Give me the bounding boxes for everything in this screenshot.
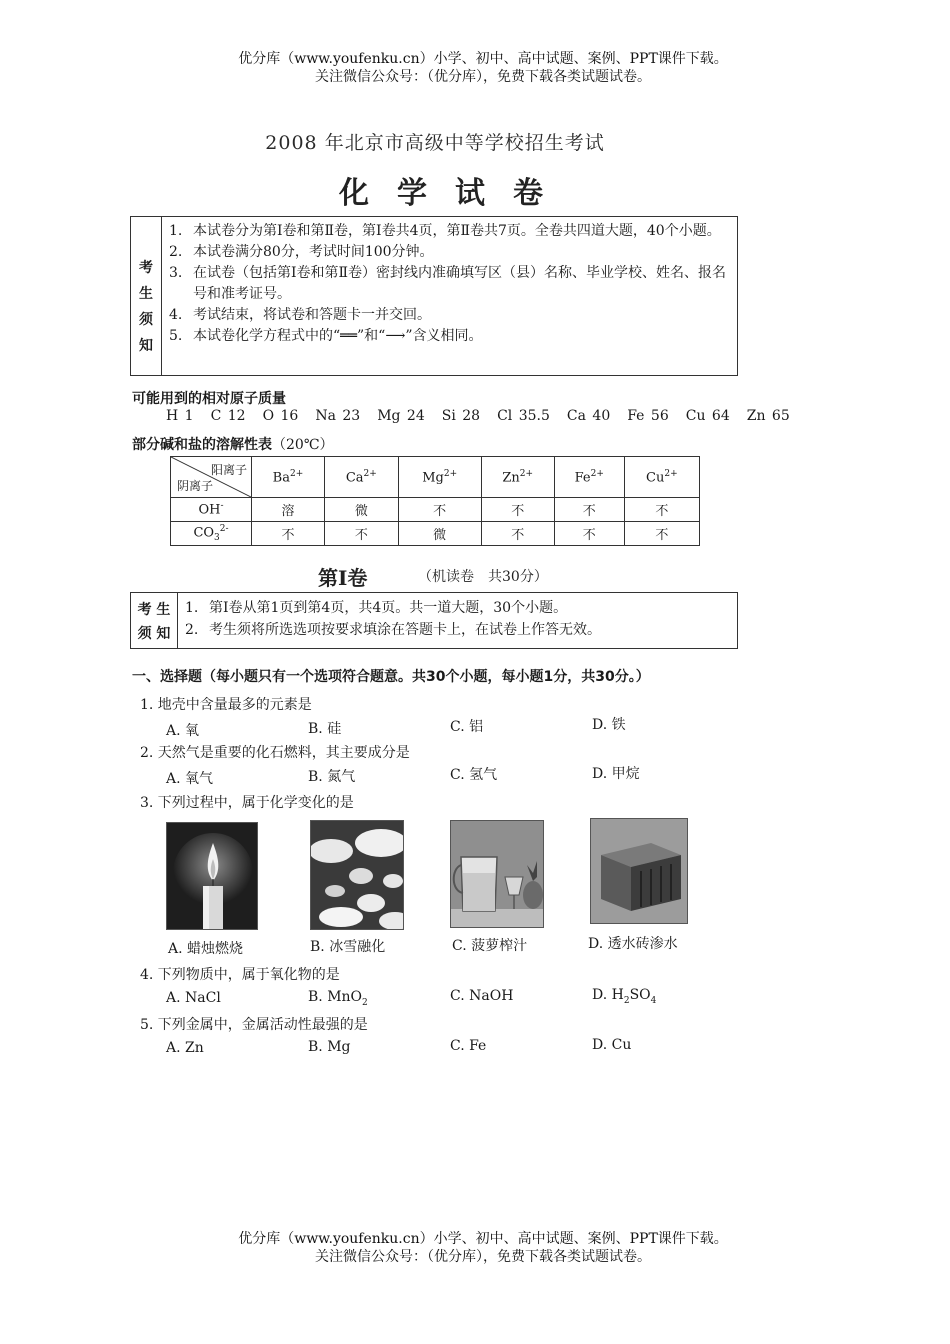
subject-title: 化学试卷 xyxy=(339,176,571,211)
permeable-brick-image xyxy=(590,818,688,924)
header-line-2: 关注微信公众号：（优分库），免费下载各类试题试卷。 xyxy=(315,69,651,85)
question-option: B. 冰雪融化 xyxy=(310,939,386,955)
table-cell: 不 xyxy=(398,498,481,522)
anion-header: $CO_3^{2-}$ xyxy=(171,522,252,546)
cation-header: $Ba^{2+}$ xyxy=(252,457,325,498)
page-header xyxy=(0,50,950,86)
solubility-label: 部分碱和盐的溶解性表 xyxy=(132,437,272,453)
question-option: C. NaOH xyxy=(450,988,514,1004)
cation-header: $Zn^{2+}$ xyxy=(481,457,554,498)
table-row xyxy=(171,498,700,522)
atomic-mass: Fe 56 xyxy=(627,408,669,424)
atomic-mass: Cu 64 xyxy=(685,408,730,424)
notice-side-char: 生 xyxy=(139,286,153,302)
atomic-mass: Mg 24 xyxy=(377,408,425,424)
cation-header: $Ca^{2+}$ xyxy=(324,457,398,498)
question-option: B. MnO$_2$ xyxy=(308,989,368,1008)
notice2-side-line: 考 生 xyxy=(137,602,171,618)
question-option: C. 氢气 xyxy=(450,767,498,783)
table-corner-cell xyxy=(171,457,252,498)
question-stem: 2. 天然气是重要的化石燃料，其主要成分是 xyxy=(140,745,410,761)
atomic-mass: Si 28 xyxy=(441,408,481,424)
part1-subtitle: （机读卷 共30分） xyxy=(418,569,548,585)
question-option: C. 菠萝榨汁 xyxy=(452,938,528,954)
notice-item: 4. 考试结束，将试卷和答题卡一并交回。 xyxy=(169,307,431,323)
atomic-mass: O 16 xyxy=(262,408,299,424)
question-option: B. Mg xyxy=(308,1039,351,1055)
notice2-side-line: 须 知 xyxy=(137,626,171,642)
brick-icon xyxy=(591,819,688,924)
question-option: D. 透水砖渗水 xyxy=(588,936,678,952)
table-cell: 不 xyxy=(481,522,554,546)
question-option: A. NaCl xyxy=(166,990,221,1006)
table-cell: 不 xyxy=(252,522,325,546)
question-option: B. 硅 xyxy=(308,721,342,737)
exam-title: 2008 年北京市高级中等学校招生考试 xyxy=(265,132,605,154)
corner-anion-label: 阴离子 xyxy=(177,479,214,493)
anion-header: OH- xyxy=(171,498,252,522)
question-stem: 5. 下列金属中，金属活动性最强的是 xyxy=(140,1017,368,1033)
atomic-mass-label: 可能用到的相对原子质量 xyxy=(132,391,286,407)
question-option: B. 氮气 xyxy=(308,769,356,785)
table-cell: 不 xyxy=(624,522,699,546)
cation-header: $Fe^{2+}$ xyxy=(554,457,624,498)
snow-icon xyxy=(311,821,404,930)
question-option: D. Cu xyxy=(592,1037,632,1053)
question-stem: 4. 下列物质中，属于氧化物的是 xyxy=(140,967,340,983)
question-option: D. $H_2SO_4$ xyxy=(592,987,657,1006)
notice-item: 2. 本试卷满分80分，考试时间100分钟。 xyxy=(169,244,434,260)
notice-item: 1. 本试卷分为第Ⅰ卷和第Ⅱ卷，第Ⅰ卷共4页，第Ⅱ卷共7页。全卷共四道大题，40个小题。 xyxy=(169,223,721,239)
corner-cation-label: 阳离子 xyxy=(210,463,247,477)
question-stem: 1. 地壳中含量最多的元素是 xyxy=(140,697,312,713)
table-cell: 溶 xyxy=(252,498,325,522)
header-line-1: 优分库（www.youfenku.cn）小学、初中、高中试题、案例、PPT课件下载。 xyxy=(238,51,728,67)
table-cell: 不 xyxy=(324,522,398,546)
atomic-mass: C 12 xyxy=(210,408,246,424)
page-footer xyxy=(0,1230,950,1266)
table-cell: 不 xyxy=(481,498,554,522)
atomic-mass: Zn 65 xyxy=(746,408,790,424)
question-option: A. 氧 xyxy=(166,723,200,739)
table-cell: 不 xyxy=(624,498,699,522)
solubility-table xyxy=(170,456,700,546)
section-title: 一、选择题（每小题只有一个选项符合题意。共30个小题，每小题1分，共30分。） xyxy=(132,669,650,685)
notice-item: 2. 考生须将所选选项按要求填涂在答题卡上，在试卷上作答无效。 xyxy=(185,622,601,638)
cation-header: $Cu^{2+}$ xyxy=(624,457,699,498)
solubility-temp: （20℃） xyxy=(272,437,334,453)
table-cell: 不 xyxy=(554,498,624,522)
pineapple-juice-image xyxy=(450,820,544,928)
atomic-mass: H 1 xyxy=(166,408,194,424)
atomic-mass: Na 23 xyxy=(315,408,361,424)
question-option: A. 蜡烛燃烧 xyxy=(168,941,244,957)
notice2-items xyxy=(185,597,731,641)
snow-melting-image xyxy=(310,820,404,930)
solubility-label-row xyxy=(132,434,333,454)
cation-header: $Mg^{2+}$ xyxy=(398,457,481,498)
atomic-mass: Cl 35.5 xyxy=(497,408,550,424)
candle-icon xyxy=(167,823,258,930)
question-option: D. 甲烷 xyxy=(592,766,640,782)
question-option: A. 氧气 xyxy=(166,771,214,787)
candle-image xyxy=(166,822,258,930)
atomic-mass: Ca 40 xyxy=(566,408,611,424)
atomic-mass-list xyxy=(166,408,807,424)
candidate-notice-box xyxy=(130,216,738,376)
question-option: C. Fe xyxy=(450,1038,487,1054)
notice-items xyxy=(169,221,731,347)
table-cell: 微 xyxy=(398,522,481,546)
part1-notice-box xyxy=(130,592,738,649)
part1-title: 第Ⅰ卷 xyxy=(318,566,368,590)
question-option: C. 铝 xyxy=(450,719,484,735)
question-stem: 3. 下列过程中，属于化学变化的是 xyxy=(140,795,354,811)
question-option: D. 铁 xyxy=(592,717,626,733)
notice-side-char: 知 xyxy=(139,338,153,354)
table-cell: 不 xyxy=(554,522,624,546)
table-row xyxy=(171,522,700,546)
notice-side-label xyxy=(131,217,162,375)
notice-item: 5. 本试卷化学方程式中的“══”和“⟶”含义相同。 xyxy=(169,328,483,344)
notice-side-char: 须 xyxy=(139,312,153,328)
notice-item: 3. 在试卷（包括第Ⅰ卷和第Ⅱ卷）密封线内准确填写区（县）名称、毕业学校、姓名、报名号和准考证号。 xyxy=(169,265,727,302)
juice-pitcher-icon xyxy=(451,821,544,928)
question-option: A. Zn xyxy=(166,1040,204,1056)
notice-item: 1. 第Ⅰ卷从第1页到第4页，共4页。共一道大题，30个小题。 xyxy=(185,600,568,616)
table-cell: 微 xyxy=(324,498,398,522)
notice2-side-label xyxy=(131,593,178,648)
footer-line-2: 关注微信公众号：（优分库），免费下载各类试题试卷。 xyxy=(315,1249,651,1265)
notice-side-char: 考 xyxy=(139,260,153,276)
footer-line-1: 优分库（www.youfenku.cn）小学、初中、高中试题、案例、PPT课件下载。 xyxy=(238,1231,728,1247)
table-header-row xyxy=(171,457,700,498)
